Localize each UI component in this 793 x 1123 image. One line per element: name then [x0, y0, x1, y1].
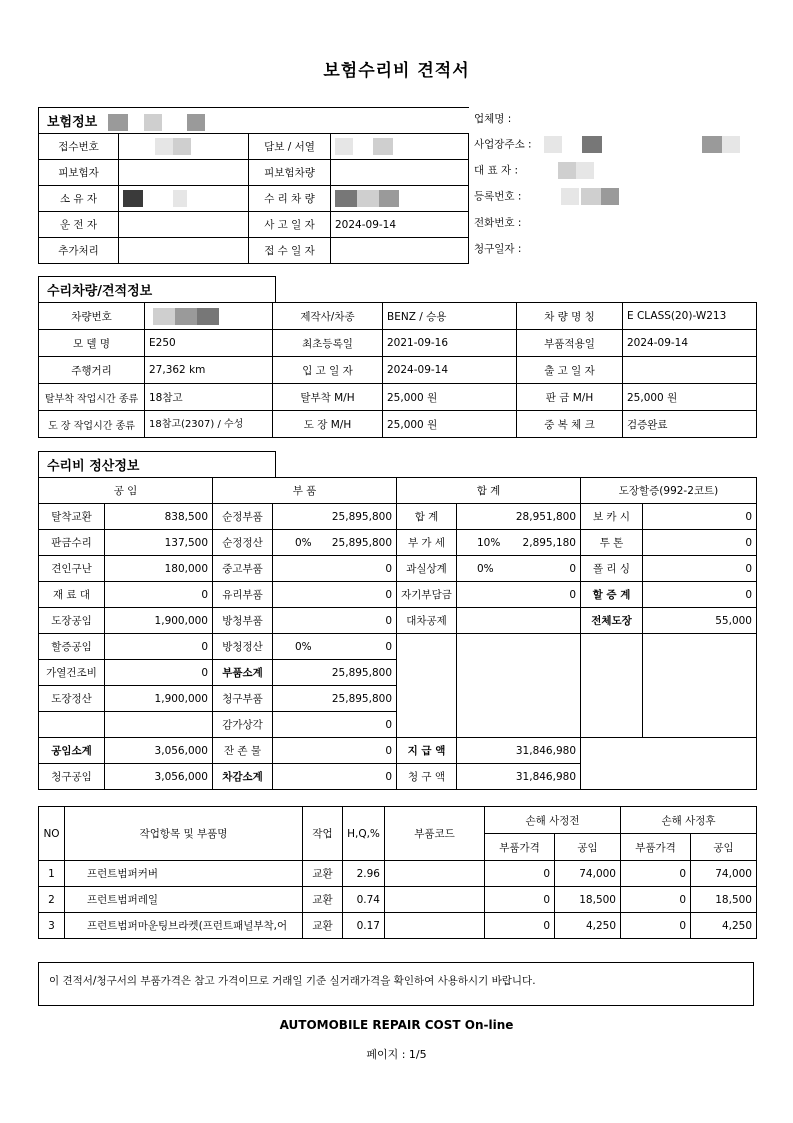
parts-amount: 25,895,800: [331, 692, 392, 705]
total-value: [457, 738, 581, 764]
parts-value: [273, 764, 397, 790]
labor-label: 공임소계: [39, 738, 105, 764]
labor-value: 1,900,000: [105, 686, 213, 712]
item-hq: 2.96: [343, 861, 385, 887]
sheet-mh-label: 판 금 M/H: [517, 384, 623, 411]
labor-label: 견인구난: [39, 556, 105, 582]
parts-value-wrap: [277, 615, 392, 627]
parts-pct: [277, 667, 295, 679]
redacted-block: [173, 190, 187, 207]
parts-value-wrap: [277, 667, 392, 679]
total-amount: 2,895,180: [522, 536, 576, 549]
plate-label: 차량번호: [39, 303, 145, 330]
labor-label: 재 료 대: [39, 582, 105, 608]
parts-value: [273, 530, 397, 556]
items-table: [38, 806, 757, 939]
paint-type-value: 18참고(2307) / 수성: [145, 411, 273, 438]
parts-label: 차감소계: [213, 764, 273, 790]
total-value-wrap: [461, 771, 576, 783]
redacted-block: [144, 114, 162, 131]
items-col-no: NO: [39, 807, 65, 861]
parts-apply-value: 2024-09-14: [623, 330, 757, 357]
redacted-block: [357, 190, 379, 207]
mileage-label: 주행거리: [39, 357, 145, 384]
parts-value-wrap: [277, 745, 392, 757]
redacted-block: [153, 308, 175, 325]
labor-value: 180,000: [105, 556, 213, 582]
company-reg-label: 등록번호 :: [474, 183, 764, 209]
redacted-block: [197, 308, 219, 325]
paint-type-label: 도 장 작업시간 종류: [39, 411, 145, 438]
vehicle-name-value: E CLASS(20)-W213: [623, 303, 757, 330]
total-pct: [461, 771, 477, 783]
parts-label: 순정부품: [213, 504, 273, 530]
dup-check-value: 검증완료: [623, 411, 757, 438]
col-paint-header: 도장할증(992-2코트): [581, 478, 757, 504]
parts-value: [273, 738, 397, 764]
parts-amount: 0: [385, 770, 392, 783]
items-col-name: 작업항목 및 부품명: [65, 807, 303, 861]
redacted-block: [335, 190, 357, 207]
coverage-label: 담보 / 서열: [249, 134, 331, 160]
total-blank: [397, 634, 457, 738]
accident-date-label: 사 고 일 자: [249, 212, 331, 238]
item-lb: 4,250: [555, 913, 621, 939]
total-amount: 0: [569, 588, 576, 601]
parts-pct: [277, 693, 295, 705]
total-value-wrap: [461, 563, 576, 575]
parts-value: [273, 556, 397, 582]
item-no: 1: [39, 861, 65, 887]
total-blank: [457, 634, 581, 738]
parts-label: 순정정산: [213, 530, 273, 556]
total-value-wrap: [461, 537, 576, 549]
item-name: 프런트범퍼레일: [65, 887, 303, 913]
paint-blank: [643, 634, 757, 738]
parts-apply-label: 부품적용일: [517, 330, 623, 357]
parts-value: [273, 660, 397, 686]
labor-value: 3,056,000: [105, 738, 213, 764]
parts-pct: [277, 771, 295, 783]
labor-label: 청구공임: [39, 764, 105, 790]
entry-date-value: 2024-09-14: [383, 357, 517, 384]
maker-value: BENZ / 승용: [383, 303, 517, 330]
total-label: 청 구 액: [397, 764, 457, 790]
paint-value: 0: [643, 556, 757, 582]
redacted-block: [187, 114, 205, 131]
parts-pct: [277, 615, 295, 627]
total-label: 자기부담금: [397, 582, 457, 608]
parts-label: 중고부품: [213, 556, 273, 582]
paint-blank: [581, 634, 643, 738]
parts-value-wrap: [277, 641, 392, 653]
redacted-block: [173, 138, 191, 155]
total-value: [457, 582, 581, 608]
redacted-block: [335, 138, 353, 155]
total-amount: 0: [569, 562, 576, 575]
model-value: E250: [145, 330, 273, 357]
exit-date-label: 출 고 일 자: [517, 357, 623, 384]
first-reg-value: 2021-09-16: [383, 330, 517, 357]
detach-type-value: 18참고: [145, 384, 273, 411]
item-code: [385, 913, 485, 939]
receipt-no-value: [119, 134, 249, 160]
labor-label: 도장정산: [39, 686, 105, 712]
total-amount: 31,846,980: [515, 770, 576, 783]
item-hq: 0.17: [343, 913, 385, 939]
redacted-block: [123, 190, 143, 207]
total-label: 과실상계: [397, 556, 457, 582]
total-value: [457, 608, 581, 634]
labor-value: 3,056,000: [105, 764, 213, 790]
accident-date-value: 2024-09-14: [331, 212, 469, 238]
parts-pct: 0%: [295, 640, 312, 653]
parts-value-wrap: [277, 693, 392, 705]
parts-amount: 25,895,800: [331, 510, 392, 523]
dup-check-label: 중 복 체 크: [517, 411, 623, 438]
parts-label: 유리부품: [213, 582, 273, 608]
redacted-block: [702, 136, 722, 153]
total-label: 합 계: [397, 504, 457, 530]
parts-pct: 0%: [295, 536, 312, 549]
col-labor-header: 공 임: [39, 478, 213, 504]
footer-title: AUTOMOBILE REPAIR COST On-line: [279, 1018, 514, 1032]
item-pa: 0: [621, 887, 691, 913]
item-pb: 0: [485, 913, 555, 939]
parts-value: [273, 634, 397, 660]
labor-value: 1,900,000: [105, 608, 213, 634]
owner-value: [119, 186, 249, 212]
item-pa: 0: [621, 861, 691, 887]
company-info: [474, 105, 764, 261]
parts-amount: 0: [385, 588, 392, 601]
redacted-block: [601, 188, 619, 205]
item-la: 74,000: [691, 861, 757, 887]
parts-amount: 0: [385, 614, 392, 627]
page-title: 보험수리비 견적서: [323, 61, 470, 81]
settlement-header: 수리비 정산정보: [39, 452, 276, 478]
parts-amount: 0: [385, 640, 392, 653]
parts-amount: 0: [385, 744, 392, 757]
insured-label: 피보험자: [39, 160, 119, 186]
parts-label: 방청부품: [213, 608, 273, 634]
total-value-wrap: [461, 745, 576, 757]
paint-label: 투 톤: [581, 530, 643, 556]
item-code: [385, 861, 485, 887]
parts-label: 감가상각: [213, 712, 273, 738]
first-reg-label: 최초등록일: [273, 330, 383, 357]
redacted-block: [175, 308, 197, 325]
company-phone-label: 전화번호 :: [474, 216, 522, 229]
table-row: [39, 887, 757, 913]
redacted-block: [155, 138, 173, 155]
items-col-parts-price-before: 부품가격: [485, 834, 555, 861]
total-amount: 28,951,800: [515, 510, 576, 523]
parts-value-wrap: [277, 771, 392, 783]
total-pct: 10%: [477, 536, 501, 549]
paint-value: 0: [643, 504, 757, 530]
redacted-block: [558, 162, 576, 179]
settlement-header-tab: [38, 451, 276, 478]
driver-label: 운 전 자: [39, 212, 119, 238]
parts-label: 부품소계: [213, 660, 273, 686]
parts-pct: [277, 589, 295, 601]
plate-value: [145, 303, 273, 330]
notice-box: 이 견적서/청구서의 부품가격은 참고 가격이므로 거래일 기준 실거래가격을 확인하여 사용하시기 바랍니다.: [38, 962, 754, 1006]
parts-amount: 0: [385, 718, 392, 731]
table-row: [39, 913, 757, 939]
labor-value: 0: [105, 582, 213, 608]
item-pb: 0: [485, 861, 555, 887]
total-value-wrap: [461, 589, 576, 601]
paint-value: 55,000: [643, 608, 757, 634]
total-value: [457, 530, 581, 556]
item-la: 18,500: [691, 887, 757, 913]
item-pa: 0: [621, 913, 691, 939]
total-label: 지 급 액: [397, 738, 457, 764]
maker-label: 제작사/차종: [273, 303, 383, 330]
parts-value: [273, 712, 397, 738]
total-value: [457, 556, 581, 582]
detach-mh-label: 탈부착 M/H: [273, 384, 383, 411]
receipt-date-value: [331, 238, 469, 264]
parts-label: 청구부품: [213, 686, 273, 712]
item-code: [385, 887, 485, 913]
parts-pct: [277, 745, 295, 757]
item-pb: 0: [485, 887, 555, 913]
paint-label: 전체도장: [581, 608, 643, 634]
company-ceo-label: 대 표 자 :: [474, 157, 764, 183]
exit-date-value: [623, 357, 757, 384]
item-name: 프런트범퍼마운팅브라켓(프런트패널부착,어: [65, 913, 303, 939]
item-work: 교환: [303, 861, 343, 887]
items-col-before: 손해 사정전: [485, 807, 621, 834]
receipt-no-label: 접수번호: [39, 134, 119, 160]
item-work: 교환: [303, 887, 343, 913]
col-total-header: 합 계: [397, 478, 581, 504]
total-pct: 0%: [477, 562, 494, 575]
entry-date-label: 입 고 일 자: [273, 357, 383, 384]
items-col-labor-after: 공임: [691, 834, 757, 861]
items-col-after: 손해 사정후: [621, 807, 757, 834]
total-pct: [461, 745, 477, 757]
paint-mh-label: 도 장 M/H: [273, 411, 383, 438]
repair-vehicle-label: 수 리 차 량: [249, 186, 331, 212]
item-la: 4,250: [691, 913, 757, 939]
redacted-block: [561, 188, 579, 205]
labor-label: 가열건조비: [39, 660, 105, 686]
items-col-code: 부품코드: [385, 807, 485, 861]
parts-value: [273, 504, 397, 530]
page-number: 페이지 : 1/5: [366, 1048, 427, 1061]
total-value: [457, 504, 581, 530]
paint-mh-value: 25,000 원: [383, 411, 517, 438]
labor-label: 도장공임: [39, 608, 105, 634]
redacted-block: [582, 136, 602, 153]
labor-value: 838,500: [105, 504, 213, 530]
vehicle-header: 수리차량/견적정보: [39, 277, 276, 303]
parts-pct: [277, 719, 295, 731]
parts-amount: 0: [385, 562, 392, 575]
redacted-block: [581, 188, 601, 205]
item-work: 교환: [303, 913, 343, 939]
labor-value: 137,500: [105, 530, 213, 556]
parts-value-wrap: [277, 511, 392, 523]
insurance-header: 보험정보: [47, 114, 98, 130]
items-col-work: 작업: [303, 807, 343, 861]
parts-pct: [277, 563, 295, 575]
parts-label: 잔 존 물: [213, 738, 273, 764]
receipt-date-label: 접 수 일 자: [249, 238, 331, 264]
settlement-table: [38, 477, 757, 790]
insurance-info-table: [38, 107, 469, 264]
labor-value: 0: [105, 634, 213, 660]
parts-amount: 25,895,800: [331, 666, 392, 679]
company-name-label: 업체명 :: [474, 112, 512, 125]
redacted-block: [108, 114, 128, 131]
items-col-parts-price-after: 부품가격: [621, 834, 691, 861]
company-address-label: 사업장주소 :: [474, 131, 764, 157]
item-hq: 0.74: [343, 887, 385, 913]
labor-label: 판금수리: [39, 530, 105, 556]
redacted-block: [544, 136, 562, 153]
item-name: 프런트범퍼커버: [65, 861, 303, 887]
redacted-block: [722, 136, 740, 153]
extra-value: [119, 238, 249, 264]
item-no: 3: [39, 913, 65, 939]
insured-value: [119, 160, 249, 186]
redacted-block: [576, 162, 594, 179]
labor-value: 0: [105, 660, 213, 686]
redacted-block: [379, 190, 399, 207]
table-row: [39, 861, 757, 887]
paint-blank: [581, 738, 757, 790]
item-no: 2: [39, 887, 65, 913]
parts-value: [273, 582, 397, 608]
detach-type-label: 탈부착 작업시간 종류: [39, 384, 145, 411]
owner-label: 소 유 자: [39, 186, 119, 212]
coverage-value: [331, 134, 469, 160]
item-lb: 18,500: [555, 887, 621, 913]
labor-value: [105, 712, 213, 738]
vehicle-info-table: [38, 302, 757, 438]
paint-label: 할 증 계: [581, 582, 643, 608]
parts-pct: [277, 511, 295, 523]
paint-label: 폴 리 싱: [581, 556, 643, 582]
parts-value: [273, 686, 397, 712]
paint-label: 보 카 시: [581, 504, 643, 530]
parts-value-wrap: [277, 719, 392, 731]
parts-value: [273, 608, 397, 634]
parts-value-wrap: [277, 537, 392, 549]
paint-value: 0: [643, 530, 757, 556]
total-pct: [461, 511, 477, 523]
sheet-mh-value: 25,000 원: [623, 384, 757, 411]
detach-mh-value: 25,000 원: [383, 384, 517, 411]
vehicle-name-label: 차 량 명 칭: [517, 303, 623, 330]
insured-vehicle-label: 피보험차량: [249, 160, 331, 186]
labor-label: 할증공임: [39, 634, 105, 660]
total-value-wrap: [461, 511, 576, 523]
extra-label: 추가처리: [39, 238, 119, 264]
total-label: 대차공제: [397, 608, 457, 634]
mileage-value: 27,362 km: [145, 357, 273, 384]
labor-label: [39, 712, 105, 738]
labor-label: 탈착교환: [39, 504, 105, 530]
driver-value: [119, 212, 249, 238]
repair-vehicle-value: [331, 186, 469, 212]
company-claim-date-label: 청구일자 :: [474, 242, 522, 255]
item-lb: 74,000: [555, 861, 621, 887]
total-label: 부 가 세: [397, 530, 457, 556]
model-label: 모 델 명: [39, 330, 145, 357]
total-value: [457, 764, 581, 790]
total-amount: 31,846,980: [515, 744, 576, 757]
redacted-block: [373, 138, 393, 155]
items-col-labor-before: 공임: [555, 834, 621, 861]
parts-label: 방청정산: [213, 634, 273, 660]
vehicle-header-tab: [38, 276, 276, 303]
paint-value: 0: [643, 582, 757, 608]
total-pct: [461, 589, 477, 601]
parts-value-wrap: [277, 589, 392, 601]
items-col-hq: H,Q,%: [343, 807, 385, 861]
col-parts-header: 부 품: [213, 478, 397, 504]
parts-amount: 25,895,800: [331, 536, 392, 549]
insured-vehicle-value: [331, 160, 469, 186]
parts-value-wrap: [277, 563, 392, 575]
